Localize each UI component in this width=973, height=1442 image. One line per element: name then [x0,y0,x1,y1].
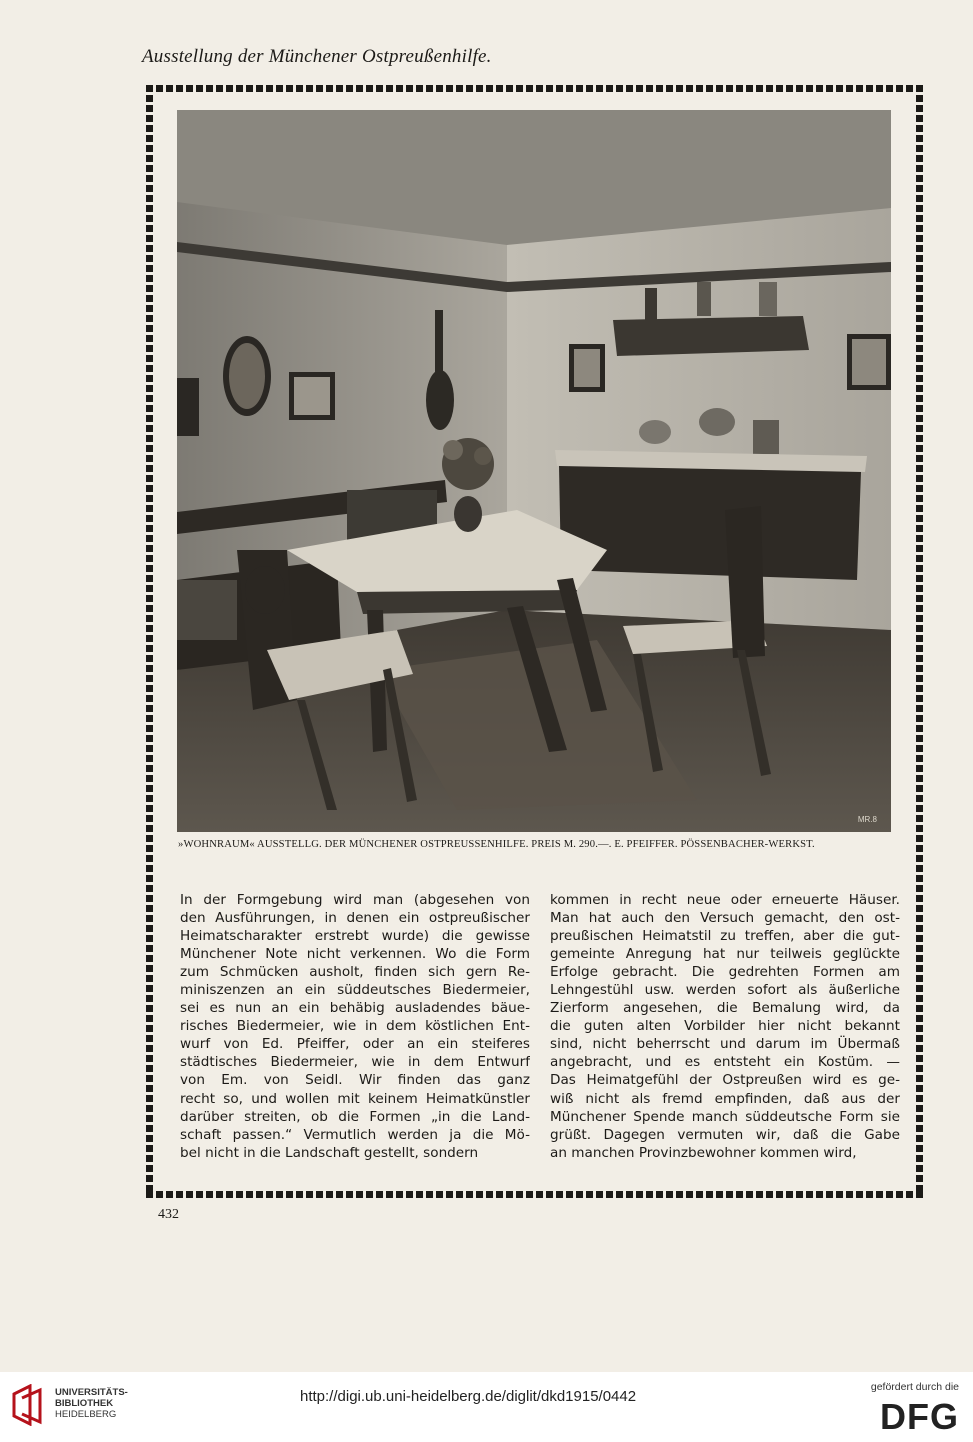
body-line-right: Lehngestühl usw. werden sofort als äußerliche [550,982,900,999]
library-name: UNIVERSITÄTS- BIBLIOTHEK HEIDELBERG [55,1387,128,1420]
body-line-right: an manchen Provinzbewohner kommen wird, [550,1144,857,1161]
body-line-left: den Ausführungen, in denen ein ostpreußischer [180,910,530,927]
running-head: Ausstellung der Münchener Ostpreußenhilfe. [142,46,492,67]
body-line-right: die guten alten Vorbilder hier nicht bekannt [550,1018,900,1035]
body-column-right [550,891,900,1162]
body-line-left: städtisches Biedermeier, wie in dem Entwurf [180,1054,530,1071]
body-line-right: sind, nicht beherrscht und darum im Übermaß [550,1036,900,1053]
body-line-left: von Em. von Seidl. Wir finden das ganz [180,1072,530,1089]
body-line-right: kommen in recht neue oder erneuerte Häuser. [550,892,900,908]
body-line-right: angebracht, und es entsteht ein Kostüm. — [550,1054,900,1071]
body-line-left: risches Biedermeier, wie in dem köstlichen Ent- [180,1018,530,1035]
body-column-left [180,891,530,1162]
body-line-left: Münchener Note nicht verkennen. Wo die Form [180,946,530,963]
body-line-right: Erfolge gebracht. Die gedrehten Formen am [550,964,900,981]
body-line-left: miniszenzen an ein süddeutsches Biedermeier, [180,982,530,999]
body-line-left: sei es nun an ein behäbig ausladendes bäue- [180,1000,530,1017]
body-line-right: grüßt. Dagegen vermuten wir, daß die Gabe [550,1126,900,1143]
body-line-left: wurf von Ed. Pfeiffer, oder an ein steiferes [180,1036,530,1053]
figure-caption: »WOHNRAUM« AUSSTELLG. DER MÜNCHENER OSTPREUSSENHILFE. PREIS M. 290.—. E. PFEIFFER. PÖSSENBACHER-WERKST. [178,839,815,850]
photo-illustration [177,110,891,832]
body-line-left: schaft passen.“ Vermutlich werden ja die Mö- [180,1126,530,1143]
body-line-right: Man hat auch den Versuch gemacht, den ost- [550,910,900,927]
body-line-left: bel nicht in die Landschaft gestellt, sondern [180,1144,479,1161]
body-line-left: Heimatscharakter erstrebt wurde) die gewisse [180,928,530,945]
digitization-footer [0,1372,973,1442]
body-line-right: Münchener Spende manch süddeutsche Form sie [550,1108,900,1125]
page-number: 432 [158,1207,179,1222]
photo-monogram: MR.8 [857,815,877,824]
body-line-left: In der Formgebung wird man (abgesehen von [180,892,530,908]
body-line-right: gemeinte Anregung hat nur teilweis geglückte [550,946,900,963]
body-line-left: darüber streiten, ob die Formen „in die Land- [180,1108,530,1125]
body-line-right: wiß nicht als fremd empfinden, daß aus der [550,1090,900,1107]
body-line-right: Das Heimatgefühl der Ostpreußen wird es ge- [550,1072,900,1089]
body-line-right: Zierform angesehen, die Bemalung wird, da [550,1000,900,1017]
room-photograph [177,110,891,832]
body-line-left: zum Schmücken ausholt, finden sich gern Re- [180,964,530,981]
dfg-logo: DFG [880,1396,959,1437]
body-line-right: preußischen Heimatstil zu treffen, aber die gut- [550,928,900,945]
library-logo-icon [10,1384,48,1426]
body-line-left: recht so, und wollen mit keinem Heimatkünstler [180,1090,530,1107]
funded-by-label: gefördert durch die [870,1381,959,1393]
source-url[interactable]: http://digi.ub.uni-heidelberg.de/diglit/dkd1915/0442 [300,1388,637,1405]
